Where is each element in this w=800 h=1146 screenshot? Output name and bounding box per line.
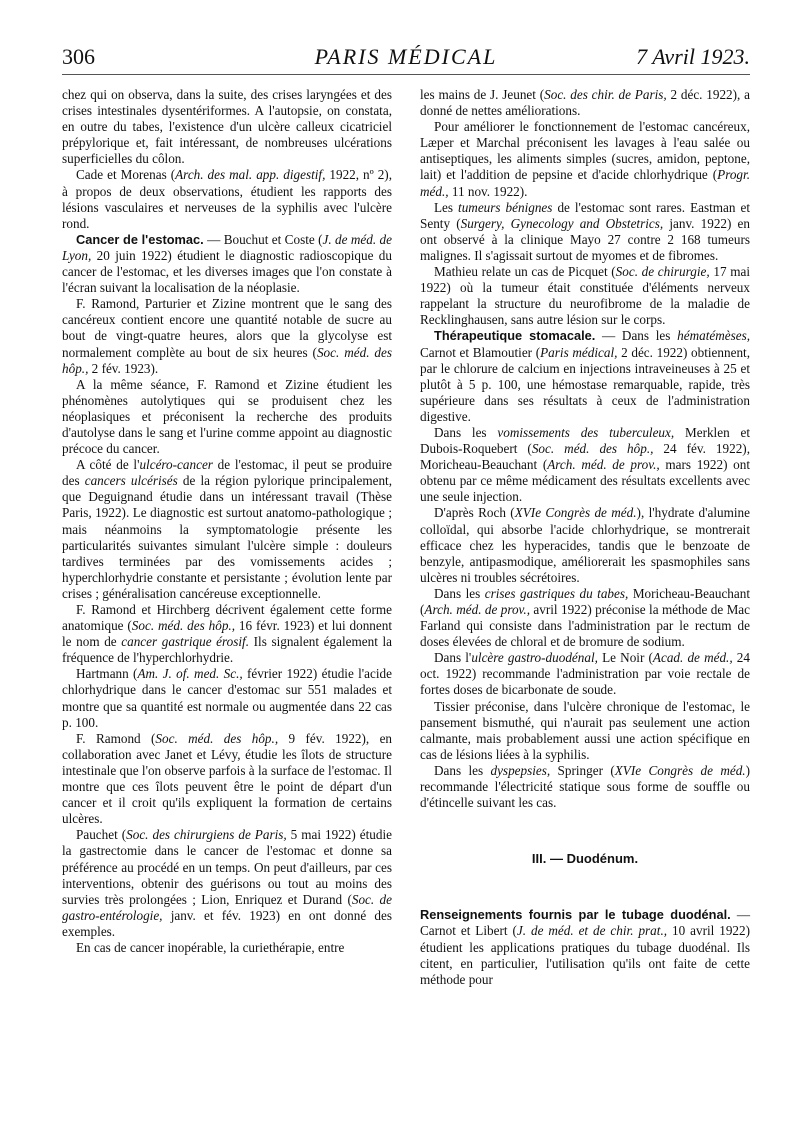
issue-date: 7 Avril 1923.	[636, 44, 750, 69]
paragraph: les mains de J. Jeunet (Soc. des chir. de Paris, 2 déc. 1922), a donné de nettes améliorations.	[420, 87, 750, 119]
paragraph: En cas de cancer inopérable, la curiethérapie, entre	[76, 939, 345, 955]
left-column	[62, 87, 392, 988]
paragraph: Tissier préconise, dans l'ulcère chronique de l'estomac, le pansement bismuthé, qui n'aurait pas seulement une action calmante, mais probablement aussi une action spécifique en cas de lésions liées à la syphilis.	[420, 698, 750, 762]
paragraph: Les tumeurs bénignes de l'estomac sont rares. Eastman et Senty (Surgery, Gynecology and Obstetrics, janv. 1922) en ont observé à la clinique Mayo 27 contre 2 168 tumeurs malignes. Il s'agissait surtout de myomes et de fibromes.	[420, 199, 750, 263]
paragraph: Renseignements fournis par le tubage duodénal. — Carnot et Libert (J. de méd. et de chir. prat., 10 avril 1922) étudient les applications pratiques du tubage duodénal. Ils citent, en particulier, l'utilisation qu'ils ont faite de cette méthode pour	[420, 907, 751, 987]
paragraph: F. Ramond (Soc. méd. des hôp., 9 fév. 1922), en collaboration avec Janet et Lévy, étudie les îlots de structure intestinale que l'on observe parfois à la surface de l'estomac. Il montre que ces îlots peuvent être le point de départ d'un cancer et il croit qu'ils expliquent la formation de certains ulcères.	[62, 730, 393, 827]
heading-therapeutique-stomacale: Thérapeutique stomacale.	[434, 328, 596, 344]
heading-cancer-estomac: Cancer de l'estomac.	[76, 231, 204, 247]
section-heading-duodenum: III. — Duodénum.	[531, 851, 639, 867]
right-column	[420, 87, 750, 988]
paragraph: F. Ramond, Parturier et Zizine montrent que le sang des cancéreux contient encore une quantité notable de sucre au bout de vingt-quatre heures, alors que la glycolyse est normalement complète au bout de six heures (Soc. méd. des hôp., 2 fév. 1923).	[62, 296, 392, 376]
paragraph: A la même séance, F. Ramond et Zizine étudient les phénomènes autolytiques qui se produisent chez les néoplasiques et préconisent la recherche des produits d'autolyse dans le sang et l'urine comme appoint au diagnostic précoce du cancer.	[62, 376, 392, 457]
page-header	[62, 44, 750, 75]
journal-title: PARIS MÉDICAL	[314, 44, 498, 69]
paragraph: Dans les vomissements des tuberculeux, Merklen et Dubois-Roquebert (Soc. méd. des hôp., 24 fév. 1922), Moricheau-Beauchant (Arch. méd. de prov., mars 1922) ont obtenu par ce même médicament des résultats excellents avec une seule injection.	[420, 424, 750, 505]
paragraph: chez qui on observa, dans la suite, des crises laryngées et des crises intestinales dysentériformes. A l'autopsie, on constata, en outre du tabes, l'existence d'un ulcère calleux cicatriciel prépylorique et, fait intéressant, de nombreuses ulcérations superficielles du côlon.	[62, 87, 392, 167]
paragraph: Dans l'ulcère gastro-duodénal, Le Noir (Acad. de méd., 24 oct. 1922) recommande l'administration par voie rectale de fortes doses de bicarbonate de soude.	[420, 650, 750, 698]
paragraph: Thérapeutique stomacale. — Dans les hématémèses, Carnot et Blamoutier (Paris médical, 2 déc. 1922) obtiennent, par le chlorure de calcium en injections intraveineuses à 25 et plutôt à 5 p. 100, une hémostase remarquable, rapide, très supérieure dans ses résultats à ceux de l'administration digestive.	[420, 328, 750, 424]
paragraph: Mathieu relate un cas de Picquet (Soc. de chirurgie, 17 mai 1922) où la tumeur était constituée d'éléments nerveux rappelant la structure du neurofibrome de la maladie de Recklinghausen, sans autre lésion sur le corps.	[420, 264, 750, 328]
paragraph: Pour améliorer le fonctionnement de l'estomac cancéreux, Læper et Marchal préconisent les lavages à l'eau salée ou antiseptiques, les aliments simples (sucres, amidon, peptone, lait) et l'addition de pepsine et d'acide chlorhydrique (Progr. méd., 11 nov. 1922).	[420, 119, 750, 199]
paragraph: F. Ramond et Hirchberg décrivent également cette forme anatomique (Soc. méd. des hôp., 16 févr. 1923) et lui donnent le nom de cancer gastrique érosif. Ils signalent également la fréquence de l'hyperchlorhydrie.	[62, 602, 392, 666]
paragraph: A côté de l'ulcéro-cancer de l'estomac, il peut se produire des cancers ulcérisés de la région pylorique principalement, que Deguignand étudie dans un intéressant travail (Thèse Paris, 1922). Le diagnostic est surtout anatomo-pathologique ; mais néanmoins la symptomatologie présente les particularités suivantes simulant l'ulcère simple : douleurs tardives terminées par des vomissements acides ; hyperchlorhydrie constante et persistante ; évolution lente par crises ; généralisation cancéreuse exceptionnelle.	[62, 457, 393, 601]
paragraph: Cade et Morenas (Arch. des mal. app. digestif, 1922, nº 2), à propos de deux observations, étudient les rapports des lésions vasculaires et nerveuses de la syphilis avec l'ulcère rond.	[62, 167, 392, 231]
paragraph: Dans les dyspepsies, Springer (XVIe Congrès de méd.) recommande l'électricité statique sous forme de souffle ou d'étincelle suivant les cas.	[420, 762, 750, 811]
paragraph: Pauchet (Soc. des chirurgiens de Paris, 5 mai 1922) étudie la gastrectomie dans le cancer de l'estomac et donne sa préférence au procédé en un temps. On peut d'ailleurs, par ces interventions, obtenir des guérisons ou tout au moins des survies très prolongées ; Lion, Enriquez et Durand (Soc. de gastro-entérologie, janv. et fév. 1923) en ont donné des exemples.	[62, 827, 393, 939]
heading-tubage-duodenal: Renseignements fournis par le tubage duodénal.	[420, 907, 731, 923]
paragraph: Hartmann (Am. J. of. med. Sc., février 1922) étudie l'acide chlorhydrique dans le cancer d'estomac sur 551 malades et montre que sa quantité est normale ou augmentée dans 22 cas p. 100.	[62, 666, 392, 730]
page-number: 306	[62, 44, 95, 69]
paragraph: Dans les crises gastriques du tabes, Moricheau-Beauchant (Arch. méd. de prov., avril 1922) préconise la méthode de Mac Farland qui consiste dans l'administration par le rectum de doses élevées de chloral et de bromure de sodium.	[420, 585, 750, 650]
paragraph: D'après Roch (XVIe Congrès de méd.), l'hydrate d'alumine colloïdal, qui absorbe l'acide chlorhydrique, se montrerait efficace chez les hyperacides, tandis que le benzoate de benzyle, antipasmodique, améliorerait les spasmophiles sans ulcères ni troubles sécrétoires.	[420, 505, 750, 585]
paragraph: Cancer de l'estomac. — Bouchut et Coste (J. de méd. de Lyon, 20 juin 1922) étudient le diagnostic radioscopique du cancer de l'estomac, et les diverses images que l'on constate à l'écran suivant la localisation de la néoplasie.	[62, 231, 393, 296]
text-columns	[62, 87, 750, 988]
